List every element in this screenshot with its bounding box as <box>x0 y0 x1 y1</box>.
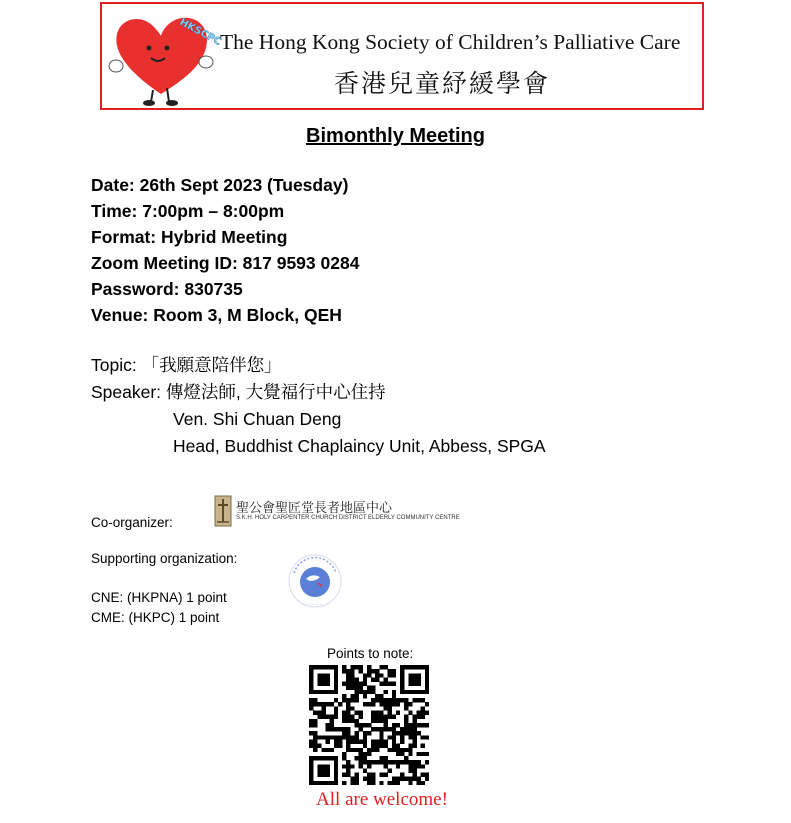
date-line: Date: 26th Sept 2023 (Tuesday) <box>91 175 349 195</box>
qr-code[interactable] <box>309 665 429 785</box>
church-icon <box>214 494 232 528</box>
password-line: Password: 830735 <box>91 279 243 299</box>
format-line: Format: Hybrid Meeting <box>91 227 288 247</box>
welcome-message: All are welcome! <box>316 789 448 810</box>
zoom-id-line: Zoom Meeting ID: 817 9593 0284 <box>91 253 360 273</box>
topic-line <box>91 352 546 379</box>
cme-line: CME: (HKPC) 1 point <box>91 610 220 625</box>
speaker-line <box>91 379 546 406</box>
supporting-org-logo <box>282 553 348 609</box>
speaker-name-en: Ven. Shi Chuan Deng <box>173 409 342 429</box>
speaker-role: Head, Buddhist Chaplaincy Unit, Abbess, SPGA <box>173 436 546 456</box>
org-name-zh: 香港兒童紓緩學會 <box>334 69 551 98</box>
cne-line: CNE: (HKPNA) 1 point <box>91 590 227 605</box>
co-organizer-logo <box>214 494 460 528</box>
banner <box>100 2 704 110</box>
topic-section <box>91 352 546 460</box>
time-line: Time: 7:00pm – 8:00pm <box>91 201 285 221</box>
heart-mascot-logo <box>107 6 223 108</box>
topic-value: 「我願意陪伴您」 <box>141 355 282 375</box>
speaker-name-zh: 傳燈法師, 大覺福行中心住持 <box>165 382 386 402</box>
page-title: Bimonthly Meeting <box>306 125 485 147</box>
co-organizer-name-zh: 聖公會聖匠堂長者地區中心 <box>236 500 393 515</box>
org-name-en: The Hong Kong Society of Children’s Palliative Care <box>220 30 681 54</box>
logo-text: HKSCPC <box>177 16 223 48</box>
svg-text:· · · · · · · ·: · · · · · · · · <box>302 602 322 607</box>
co-organizer-label: Co-organizer: <box>91 515 173 530</box>
meeting-details <box>91 172 359 328</box>
points-note-label: Points to note: <box>327 646 414 661</box>
supporting-label: Supporting organization: <box>91 551 238 566</box>
speaker-label: Speaker: <box>91 382 166 402</box>
co-organizer-name-en: S.K.H. HOLY CARPENTER CHURCH DISTRICT ELDERLY COMMUNITY CENTRE <box>236 515 460 521</box>
venue-line: Venue: Room 3, M Block, QEH <box>91 305 342 325</box>
topic-label: Topic: <box>91 355 142 375</box>
